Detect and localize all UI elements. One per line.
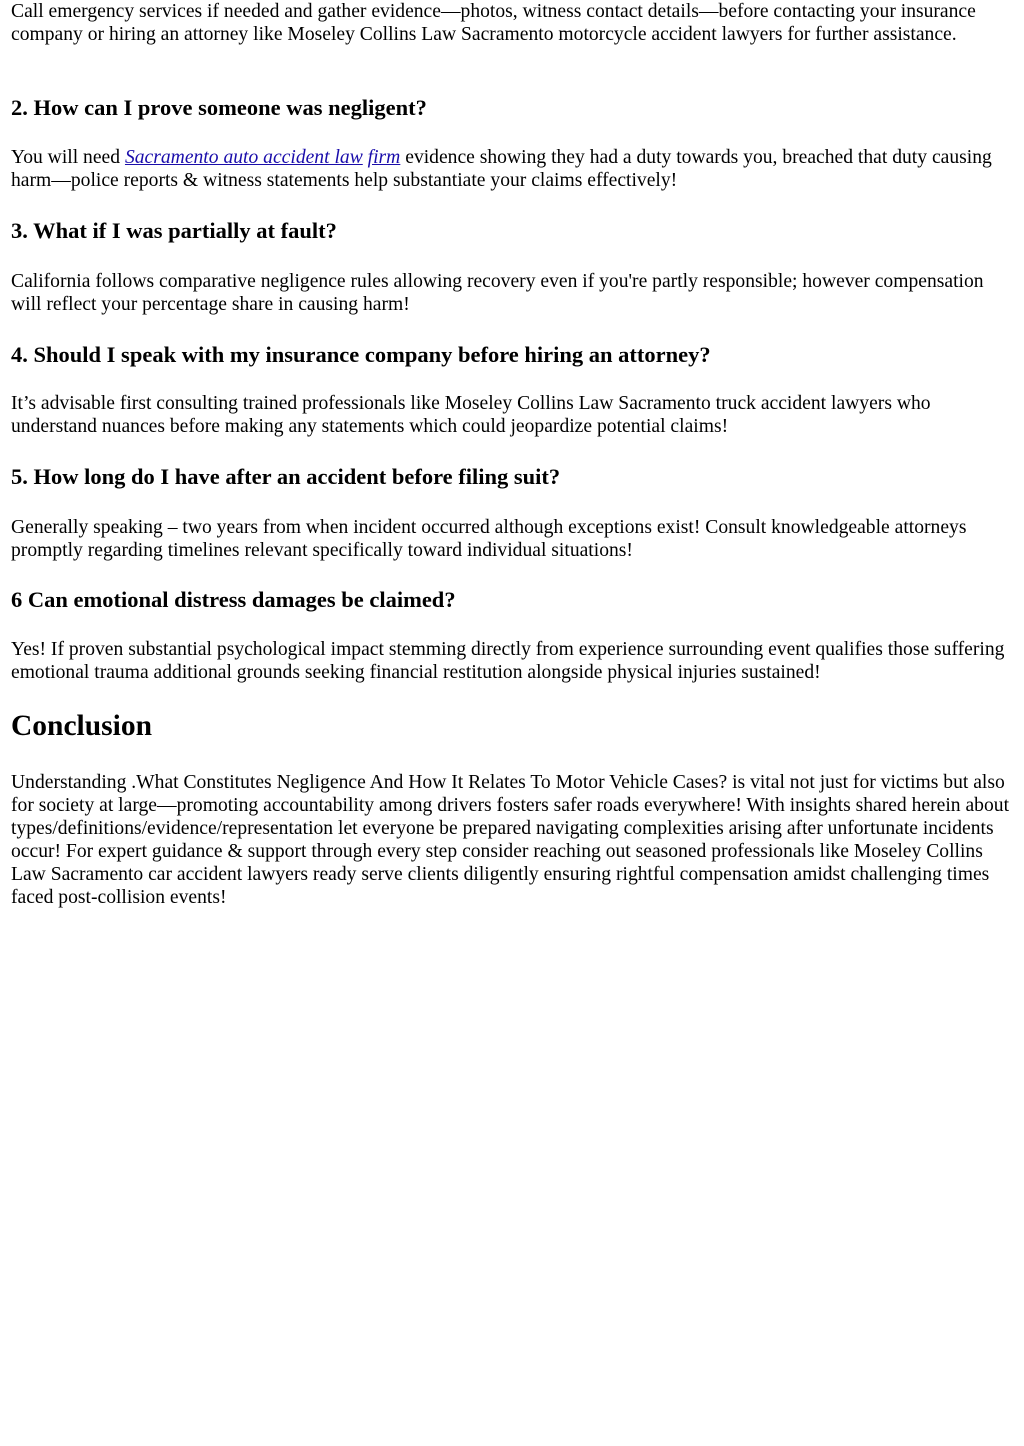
intro-paragraph: Call emergency services if needed and gather evidence—photos, witness contact details—before contacting your insurance company or hiring an attorney like Moseley Collins Law Sacramento motorcycle accident lawyers for further assistance. — [11, 1, 976, 45]
faq-answer-3: California follows comparative negligence rules allowing recovery even if you're partly responsible; however compensation will reflect your percentage share in causing harm! — [11, 271, 984, 315]
law-firm-link[interactable]: firm — [367, 147, 401, 168]
faq-question-5: 5. How long do I have after an accident before filing suit? — [11, 464, 561, 489]
faq-answer-4: It’s advisable first consulting trained professionals like Moseley Collins Law Sacramento truck accident lawyers who understand nuances before making any statements which could jeopardize potential claims! — [11, 393, 931, 437]
faq-question-6: 6 Can emotional distress damages be claimed? — [11, 587, 456, 612]
faq-question-2: 2. How can I prove someone was negligent? — [11, 95, 427, 120]
faq-answer-2-rest: evidence showing they had a duty towards you, breached that duty causing harm—police reports & witness statements help substantiate your claims effectively! — [11, 147, 992, 191]
faq-answer-6: Yes! If proven substantial psychological impact stemming directly from experience surrounding event qualifies those suffering emotional trauma additional grounds seeking financial restitution alongside physical injuries sustained! — [11, 639, 1005, 683]
faq-answer-2 — [11, 146, 1011, 192]
conclusion-paragraph: Understanding .What Constitutes Negligence And How It Relates To Motor Vehicle Cases? is vital not just for victims but also for society at large—promoting accountability among drivers fosters safer roads everywhere! With insights shared herein about types/definitions/evidence/representation let everyone be prepared navigating complexities arising after unfortunate incidents occur! For expert guidance & support through every step consider reaching out seasoned professionals like Moseley Collins Law Sacramento car accident lawyers ready serve clients diligently ensuring rightful compensation amidst challenging times faced post-collision events! — [11, 772, 1010, 908]
faq-answer-5: Generally speaking – two years from when incident occurred although exceptions exist! Consult knowledgeable attorneys promptly regarding timelines relevant specifically toward individual situations! — [11, 517, 967, 561]
faq-question-3: 3. What if I was partially at fault? — [11, 218, 337, 243]
conclusion-heading: Conclusion — [11, 710, 152, 742]
auto-accident-law-link[interactable]: Sacramento auto accident law — [124, 147, 363, 168]
faq-answer-2-lead: You will need — [11, 147, 125, 168]
faq-question-4: 4. Should I speak with my insurance company before hiring an attorney? — [11, 342, 711, 367]
